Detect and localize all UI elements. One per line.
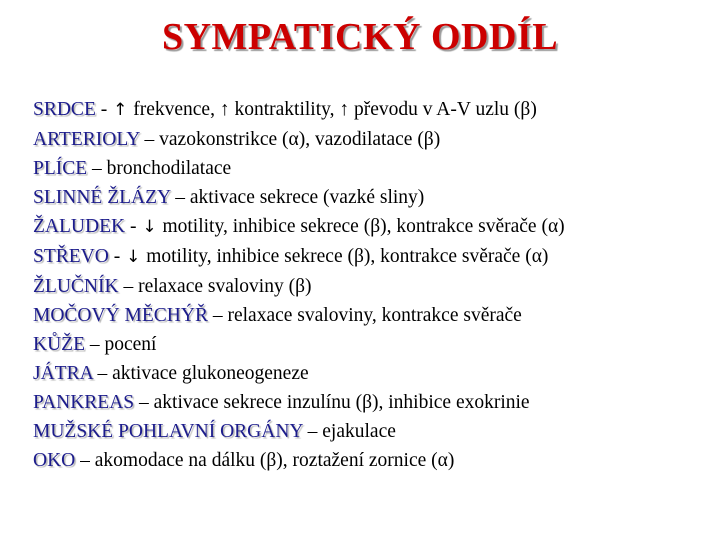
list-item — [33, 183, 713, 212]
list-item — [33, 95, 713, 125]
organ-name: SLINNÉ ŽLÁZY — [33, 187, 171, 208]
separator: – — [92, 363, 113, 384]
separator: – — [75, 450, 95, 471]
separator: - — [125, 216, 142, 237]
organ-name: PLÍCE — [33, 158, 88, 179]
down-arrow-icon: ↓ — [142, 217, 157, 237]
organ-name: ŽLUČNÍK — [33, 276, 119, 297]
effect-text: pocení — [104, 334, 157, 355]
separator: - — [95, 99, 113, 120]
organ-name: KŮŽE — [33, 334, 85, 355]
organ-name: JÁTRA — [33, 363, 93, 384]
effect-text: ejakulace — [322, 421, 396, 442]
list-item — [33, 359, 713, 388]
effect-text: relaxace svaloviny, kontrakce svěrače — [227, 305, 522, 326]
separator: – — [85, 334, 105, 355]
separator: - — [108, 246, 126, 267]
list-item — [33, 212, 713, 242]
list-item — [33, 417, 713, 446]
effect-text: motility, inhibice sekrece (β), kontrakce svěrače (α) — [157, 216, 565, 237]
separator: – — [302, 421, 323, 442]
list-item — [33, 242, 713, 272]
organ-name: OKO — [33, 450, 76, 471]
effect-text: frekvence, ↑ kontraktility, ↑ převodu v A-V uzlu (β) — [128, 99, 537, 120]
separator: – — [170, 187, 190, 208]
organ-name: SRDCE — [33, 99, 96, 120]
organ-effects-list — [33, 95, 713, 475]
separator: – — [207, 305, 228, 326]
organ-name: STŘEVO — [33, 246, 109, 267]
slide-title: SYMPATICKÝ ODDÍL — [161, 16, 559, 58]
separator: – — [118, 276, 139, 297]
list-item — [33, 272, 713, 301]
effect-text: akomodace na dálku (β), roztažení zornice (α) — [94, 450, 455, 471]
organ-name: MOČOVÝ MĚCHÝŘ — [33, 305, 208, 326]
organ-name: ARTERIOLY — [33, 129, 140, 150]
list-item — [33, 446, 713, 475]
effect-text: bronchodilatace — [106, 158, 232, 179]
separator: – — [139, 129, 160, 150]
list-item — [33, 154, 713, 183]
effect-text: relaxace svaloviny (β) — [138, 276, 312, 297]
list-item — [33, 301, 713, 330]
list-item — [33, 125, 713, 154]
separator: – — [134, 392, 154, 413]
effect-text: motility, inhibice sekrece (β), kontrakce svěrače (α) — [141, 246, 549, 267]
organ-name: MUŽSKÉ POHLAVNÍ ORGÁNY — [33, 421, 303, 442]
organ-name: PANKREAS — [33, 392, 135, 413]
list-item — [33, 330, 713, 359]
effect-text: aktivace sekrece inzulínu (β), inhibice exokrinie — [153, 392, 530, 413]
effect-text: aktivace sekrece (vazké sliny) — [189, 187, 425, 208]
organ-name: ŽALUDEK — [33, 216, 126, 237]
down-arrow-icon: ↓ — [126, 247, 141, 267]
effect-text: aktivace glukoneogeneze — [112, 363, 309, 384]
list-item — [33, 388, 713, 417]
up-arrow-icon: ↑ — [113, 100, 128, 120]
effect-text: vazokonstrikce (α), vazodilatace (β) — [159, 129, 441, 150]
separator: – — [87, 158, 107, 179]
